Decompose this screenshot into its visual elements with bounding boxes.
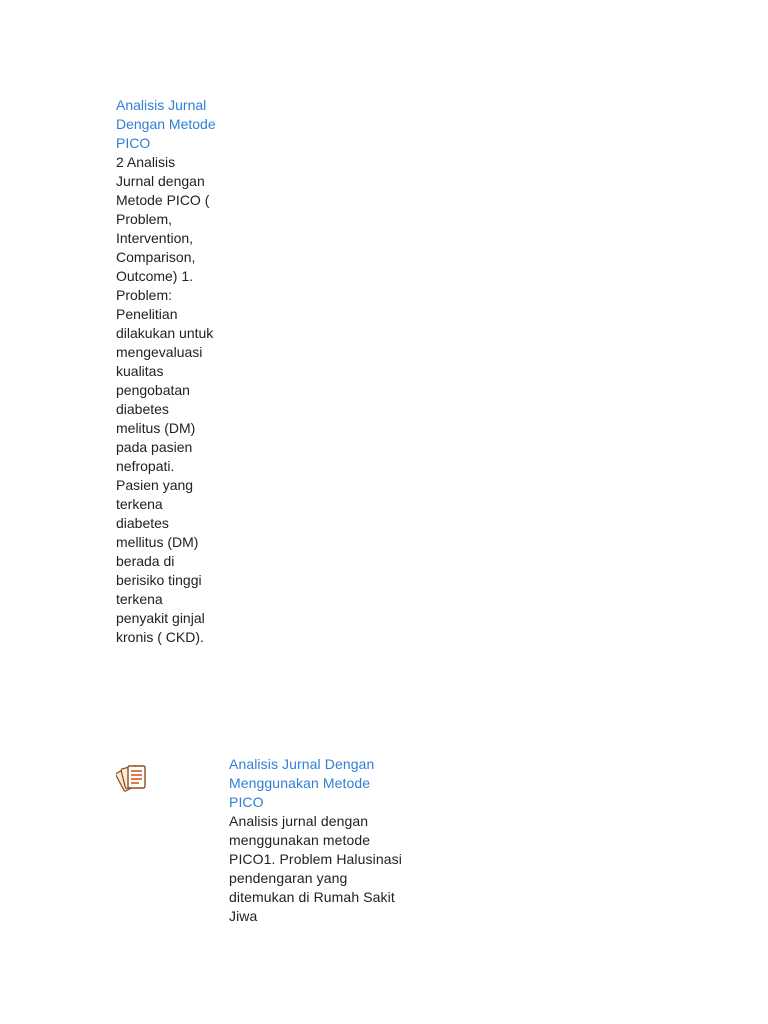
- result-snippet: Analisis jurnal dengan menggunakan metode PICO1. Problem Halusinasi pendengaran yang ditemukan di Rumah Sakit Jiwa: [229, 813, 402, 924]
- result-item: [116, 96, 216, 647]
- result-text: [229, 755, 404, 926]
- result-title-link[interactable]: Analisis Jurnal Dengan Metode PICO: [116, 97, 216, 151]
- result-snippet: 2 Analisis Jurnal dengan Metode PICO ( Problem, Intervention, Comparison, Outcome) 1. Problem: Penelitian dilakukan untuk mengevaluasi kualitas pengobatan diabetes melitus (DM) pada pasien nefropati. Pasien yang terkena diabetes mellitus (DM) berada di berisiko tinggi terkena penyakit ginjal kronis ( CKD).: [116, 154, 214, 645]
- result-item: [116, 755, 416, 935]
- result-title-link[interactable]: Analisis Jurnal Dengan Menggunakan Metode PICO: [229, 756, 375, 810]
- document-stack-icon[interactable]: [116, 759, 150, 793]
